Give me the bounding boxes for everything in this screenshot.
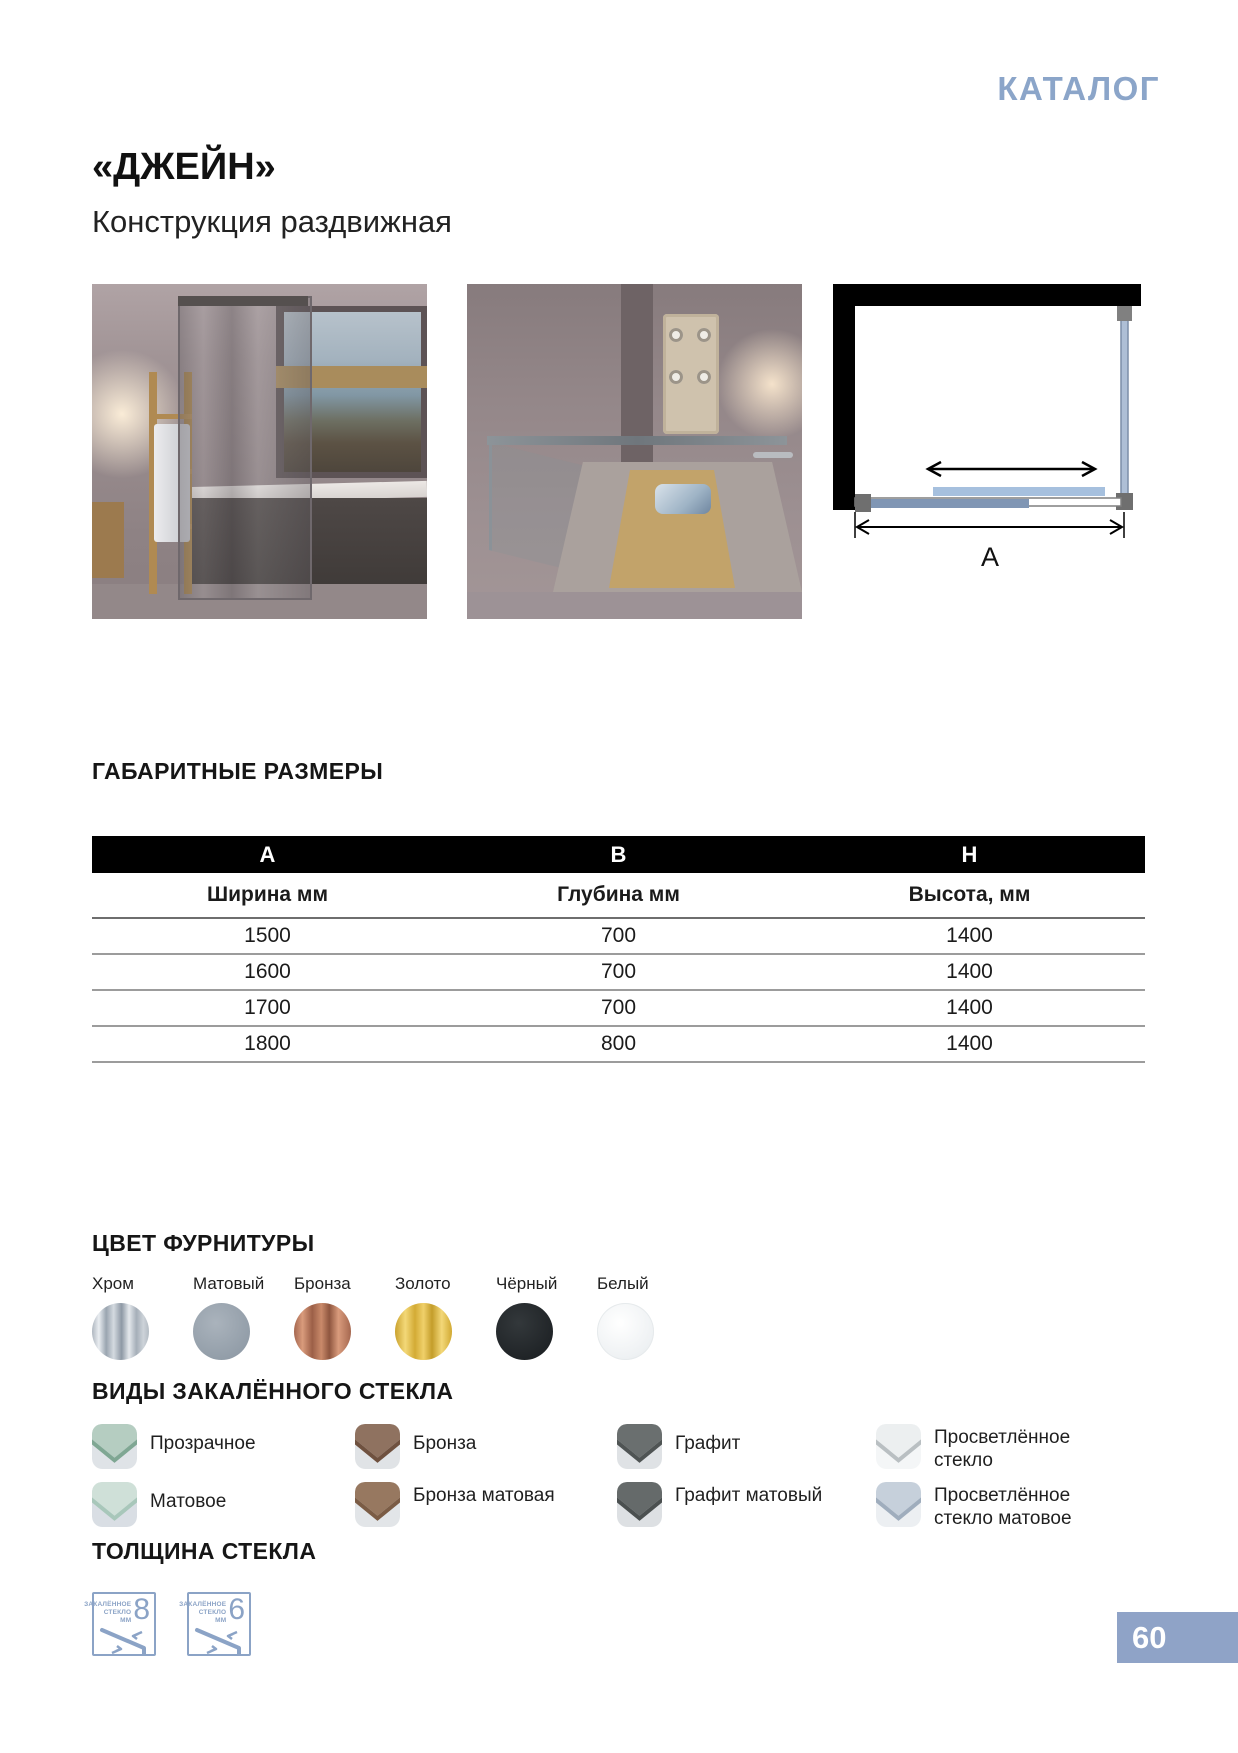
diagram-top-wall <box>833 284 1141 306</box>
photo2-panel-knob <box>697 328 711 342</box>
photo1-glass-screen <box>178 296 312 600</box>
glass-sheet-icon <box>355 1482 400 1527</box>
glass-type-matte <box>92 1482 355 1540</box>
matte-swatch-icon <box>193 1303 250 1360</box>
cell-width: 1700 <box>244 996 291 1019</box>
table-row <box>92 991 1145 1027</box>
dimension-label-a: A <box>980 542 1000 572</box>
photo2-floor <box>467 592 802 619</box>
cell-height: 1400 <box>946 960 993 983</box>
table-header-row <box>92 836 1145 873</box>
swatch-label: Золото <box>395 1274 451 1293</box>
hardware-colors-heading: ЦВЕТ ФУРНИТУРЫ <box>92 1230 315 1256</box>
table-subheader-width: Ширина мм <box>206 883 329 906</box>
badge-caption <box>84 1601 131 1624</box>
glass-type-label: Прозрачное <box>150 1433 256 1454</box>
glass-thickness-heading: ТОЛЩИНА СТЕКЛА <box>92 1538 317 1564</box>
glass-type-graphite <box>617 1424 876 1482</box>
table-subheader-height: Высота, мм <box>908 883 1031 906</box>
photo2-panel-knob <box>669 328 683 342</box>
thickness-badge-8mm <box>84 1592 156 1656</box>
cell-width: 1500 <box>244 924 291 947</box>
badge-top <box>179 1593 245 1626</box>
cell-width: 1800 <box>244 1032 291 1055</box>
cell-depth: 800 <box>600 1032 637 1055</box>
glass-type-label: Просветлённое стекло <box>934 1427 1071 1472</box>
table-subheader-depth: Глубина мм <box>557 883 680 906</box>
gold-swatch-icon <box>395 1303 452 1360</box>
chrome-swatch-icon <box>92 1303 149 1360</box>
thickness-value: 8 <box>133 1593 150 1626</box>
thickness-value: 6 <box>228 1593 245 1626</box>
glass-types-grid <box>92 1424 1162 1540</box>
hardware-colors-row <box>92 1274 654 1360</box>
color-swatch-matte <box>193 1274 265 1360</box>
caption-line: ЗАКАЛЁННОЕ <box>84 1601 132 1608</box>
glass-type-label: Просветлённое стекло матовое <box>934 1485 1072 1530</box>
cell-depth: 700 <box>600 924 637 947</box>
caption-line: ЗАКАЛЁННОЕ <box>179 1601 227 1608</box>
caption-line: СТЕКЛО <box>198 1608 227 1616</box>
table-col-h: Н <box>961 842 978 867</box>
glass-sheet-icon <box>876 1424 921 1469</box>
bronze-swatch-icon <box>294 1303 351 1360</box>
glass-sheet-icon <box>92 1424 137 1469</box>
cell-height: 1400 <box>946 996 993 1019</box>
glass-type-label: Графит <box>675 1433 741 1454</box>
glass-sheet-icon <box>617 1482 662 1527</box>
glass-sheet-icon <box>617 1424 662 1469</box>
table-row <box>92 919 1145 955</box>
color-swatch-black <box>496 1274 558 1360</box>
caption-line: ММ <box>215 1616 227 1624</box>
dimensions-table <box>92 836 1145 1063</box>
swatch-label: Бронза <box>294 1274 351 1293</box>
swatch-label: Чёрный <box>496 1274 558 1293</box>
glass-type-bronze-matte <box>355 1482 617 1540</box>
table-row <box>92 1027 1145 1063</box>
table-col-a: А <box>259 842 276 867</box>
tempered-glass-icon <box>98 1624 152 1656</box>
diagram-fixed-glass <box>1121 308 1128 500</box>
color-swatch-chrome <box>92 1274 149 1360</box>
cell-depth: 700 <box>600 960 637 983</box>
catalog-label: КАТАЛОГ <box>997 70 1160 107</box>
table-subheader-row <box>92 873 1145 919</box>
photo1-glass-top-rail <box>178 296 308 306</box>
thickness-badge-6mm <box>179 1592 251 1656</box>
glass-types-heading: ВИДЫ ЗАКАЛЁННОГО СТЕКЛА <box>92 1378 454 1404</box>
diagram-wall-profile <box>855 494 871 512</box>
cell-height: 1400 <box>946 924 993 947</box>
cell-depth: 700 <box>600 996 637 1019</box>
dimension-extension-ticks <box>855 512 1124 538</box>
diagram-sliding-panel-inner <box>871 499 1029 508</box>
swatch-label: Хром <box>92 1274 134 1293</box>
diagram-top-connector <box>1117 306 1132 321</box>
badge-caption <box>179 1601 226 1624</box>
glass-type-light-matte <box>876 1482 1162 1540</box>
photo1-cabinet <box>92 502 124 578</box>
sliding-construction-diagram <box>833 284 1155 584</box>
glass-sheet-icon <box>92 1482 137 1527</box>
cell-width: 1600 <box>244 960 291 983</box>
photo2-panel-knob <box>669 370 683 384</box>
dimensions-heading: ГАБАРИТНЫЕ РАЗМЕРЫ <box>92 758 384 784</box>
product-photo-bath-interior <box>467 284 802 619</box>
product-photo-bathroom <box>92 284 427 619</box>
color-swatch-white <box>597 1274 654 1360</box>
table-row <box>92 955 1145 991</box>
glass-type-light <box>876 1424 1162 1482</box>
diagram-left-wall <box>833 284 855 510</box>
photo2-towels <box>655 484 711 514</box>
white-swatch-icon <box>597 1303 654 1360</box>
swatch-label: Матовый <box>193 1274 265 1293</box>
color-swatch-bronze <box>294 1274 351 1360</box>
color-swatch-gold <box>395 1274 452 1360</box>
page-subtitle: Конструкция раздвижная <box>92 204 452 239</box>
cell-height: 1400 <box>946 1032 993 1055</box>
glass-type-label: Матовое <box>150 1491 227 1512</box>
photo2-faucet <box>753 452 793 458</box>
caption-line: СТЕКЛО <box>103 1608 132 1616</box>
glass-type-graphite-matte <box>617 1482 876 1540</box>
glass-sheet-icon <box>355 1424 400 1469</box>
dimension-line <box>857 520 1122 534</box>
slide-direction-arrow <box>928 462 1095 476</box>
glass-type-label: Графит матовый <box>675 1485 823 1506</box>
caption-line: ММ <box>120 1616 132 1624</box>
glass-type-bronze <box>355 1424 617 1482</box>
page-title: «ДЖЕЙН» <box>92 146 276 188</box>
photo2-glass-shelf <box>487 436 787 445</box>
page-number-badge <box>1117 1612 1238 1663</box>
black-swatch-icon <box>496 1303 553 1360</box>
photo2-panel-knob <box>697 370 711 384</box>
glass-type-label: Бронза <box>413 1433 477 1454</box>
badge-top <box>84 1593 150 1626</box>
page-number: 60 <box>1132 1620 1167 1655</box>
glass-type-label: Бронза матовая <box>413 1485 555 1506</box>
table-col-b: В <box>610 842 627 867</box>
glass-sheet-icon <box>876 1482 921 1527</box>
swatch-label: Белый <box>597 1274 649 1293</box>
diagram-sliding-panel-outer <box>933 487 1105 496</box>
tempered-glass-icon <box>193 1624 247 1656</box>
glass-type-clear <box>92 1424 355 1482</box>
